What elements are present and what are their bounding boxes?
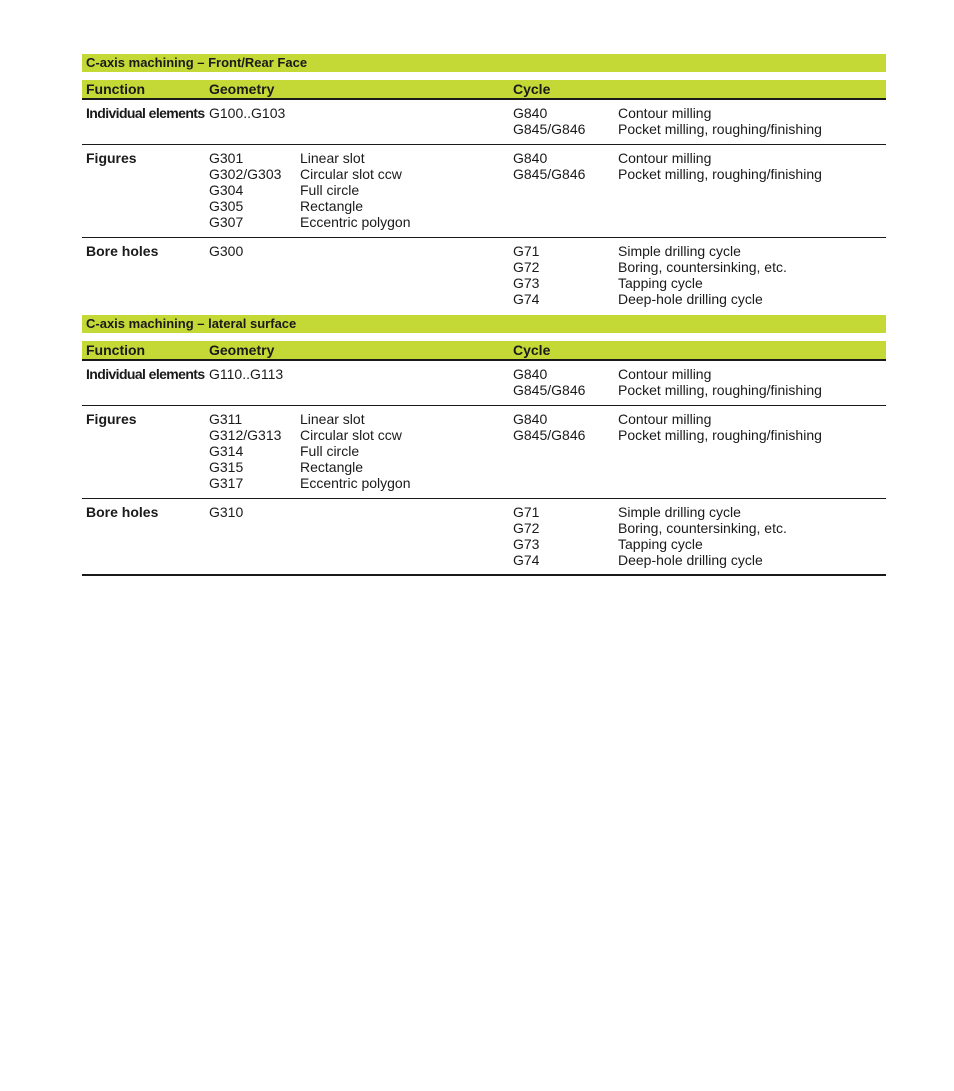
- figure-shapes: Linear slot Circular slot ccw Full circle Rectangle Eccentric polygon: [300, 150, 411, 230]
- function-label: Bore holes: [86, 243, 159, 259]
- function-label: Individual elements: [86, 105, 205, 121]
- document: [82, 54, 886, 576]
- header-function: Function: [86, 81, 146, 97]
- function-label: Figures: [86, 411, 137, 427]
- cycle-descriptions: Simple drilling cycle Boring, countersinking, etc. Tapping cycle Deep-hole drilling cycle: [618, 504, 787, 568]
- table-header: [82, 80, 886, 100]
- header-function: Function: [86, 342, 146, 358]
- cycle-codes: G71 G72 G73 G74: [513, 243, 540, 307]
- cycle-descriptions: Simple drilling cycle Boring, countersinking, etc. Tapping cycle Deep-hole drilling cycle: [618, 243, 787, 307]
- table-row: [82, 499, 886, 576]
- geometry-codes: G311 G312/G313 G314 G315 G317: [209, 411, 282, 491]
- cycle-codes: G71 G72 G73 G74: [513, 504, 540, 568]
- cycle-codes: G840 G845/G846: [513, 411, 586, 443]
- cycle-descriptions: Contour milling Pocket milling, roughing/finishing: [618, 105, 822, 137]
- section-title: C-axis machining – Front/Rear Face: [82, 54, 886, 72]
- header-cycle: Cycle: [513, 81, 551, 97]
- geometry-codes: G310: [209, 504, 244, 520]
- section-front-rear-face: [82, 54, 886, 315]
- cycle-codes: G840 G845/G846: [513, 366, 586, 398]
- cycle-descriptions: Contour milling Pocket milling, roughing/finishing: [618, 366, 822, 398]
- geometry-codes: G301 G302/G303 G304 G305 G307: [209, 150, 282, 230]
- table-row: [82, 406, 886, 499]
- header-geometry: Geometry: [209, 81, 275, 97]
- table-row: [82, 145, 886, 238]
- cycle-descriptions: Contour milling Pocket milling, roughing/finishing: [618, 150, 822, 182]
- cycle-codes: G840 G845/G846: [513, 150, 586, 182]
- table-row: [82, 361, 886, 406]
- table-row: [82, 100, 886, 145]
- function-label: Figures: [86, 150, 137, 166]
- cycle-descriptions: Contour milling Pocket milling, roughing/finishing: [618, 411, 822, 443]
- table-row: [82, 238, 886, 315]
- header-cycle: Cycle: [513, 342, 551, 358]
- function-label: Individual elements: [86, 366, 205, 382]
- geometry-codes: G110..G113: [209, 366, 284, 382]
- figure-shapes: Linear slot Circular slot ccw Full circle Rectangle Eccentric polygon: [300, 411, 411, 491]
- geometry-codes: G100..G103: [209, 105, 286, 121]
- section-lateral-surface: [82, 315, 886, 576]
- table-header: [82, 341, 886, 361]
- cycle-codes: G840 G845/G846: [513, 105, 586, 137]
- section-title: C-axis machining – lateral surface: [82, 315, 886, 333]
- function-label: Bore holes: [86, 504, 159, 520]
- geometry-codes: G300: [209, 243, 244, 259]
- header-geometry: Geometry: [209, 342, 275, 358]
